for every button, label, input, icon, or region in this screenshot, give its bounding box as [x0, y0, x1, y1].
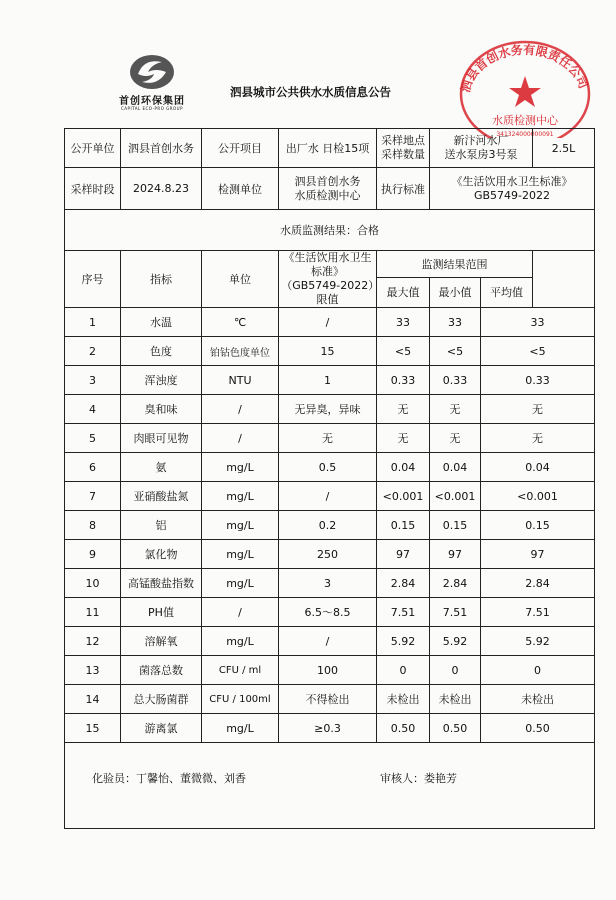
- cell-max: 0.04: [377, 453, 430, 482]
- head-indicator: 指标: [121, 251, 202, 308]
- cell-name: 溶解氧: [121, 627, 202, 656]
- cell-limit: 100: [279, 656, 377, 685]
- cell-no: 11: [65, 598, 121, 627]
- cell-min: <5: [430, 337, 481, 366]
- cell-name: 高锰酸盐指数: [121, 569, 202, 598]
- label-standard: 执行标准: [377, 168, 430, 210]
- cell-avg: 33: [481, 308, 595, 337]
- cell-avg: 7.51: [481, 598, 595, 627]
- cell-no: 2: [65, 337, 121, 366]
- seal-center-text: 水质检测中心: [492, 114, 558, 127]
- cell-name: 肉眼可见物: [121, 424, 202, 453]
- cell-max: 0.50: [377, 714, 430, 743]
- cell-limit: 15: [279, 337, 377, 366]
- head-min: 最小值: [430, 277, 481, 307]
- cell-no: 7: [65, 482, 121, 511]
- table-row: [65, 511, 595, 540]
- cell-avg: 0.33: [481, 366, 595, 395]
- cell-no: 3: [65, 366, 121, 395]
- cell-unit: 铂钴色度单位: [202, 337, 279, 366]
- cell-min: 33: [430, 308, 481, 337]
- cell-name: 铝: [121, 511, 202, 540]
- cell-max: 0.33: [377, 366, 430, 395]
- cell-avg: 5.92: [481, 627, 595, 656]
- cell-avg: 2.84: [481, 569, 595, 598]
- cell-max: 2.84: [377, 569, 430, 598]
- cell-name: 游离氯: [121, 714, 202, 743]
- seal-star-icon: [509, 76, 541, 107]
- cell-min: 0.33: [430, 366, 481, 395]
- quantity: 2.5L: [533, 129, 595, 168]
- head-avg: 平均值: [481, 277, 533, 307]
- cell-name: 菌落总数: [121, 656, 202, 685]
- company-logo: [112, 52, 192, 114]
- cell-avg: <0.001: [481, 482, 595, 511]
- sample-time: 2024.8.23: [121, 168, 202, 210]
- cell-avg: <5: [481, 337, 595, 366]
- cell-limit: 无异臭，异味: [279, 395, 377, 424]
- label-publisher: 公开单位: [65, 129, 121, 168]
- seal-serial: 341324000000091: [496, 131, 554, 138]
- cell-min: 2.84: [430, 569, 481, 598]
- logo-text: 首创环保集团: [119, 96, 185, 107]
- cell-avg: 0.04: [481, 453, 595, 482]
- cell-min: 7.51: [430, 598, 481, 627]
- inspectors: 化验员：丁馨怡、董微微、刘香: [92, 772, 246, 785]
- cell-limit: 无: [279, 424, 377, 453]
- cell-min: 0: [430, 656, 481, 685]
- cell-max: <5: [377, 337, 430, 366]
- cell-unit: /: [202, 395, 279, 424]
- cell-no: 6: [65, 453, 121, 482]
- cell-max: <0.001: [377, 482, 430, 511]
- cell-unit: mg/L: [202, 569, 279, 598]
- cell-unit: mg/L: [202, 627, 279, 656]
- label-location: 采样地点 采样数量: [377, 129, 430, 168]
- cell-name: 氨: [121, 453, 202, 482]
- cell-limit: /: [279, 482, 377, 511]
- logo-subtext: CAPITAL ECO-PRO GROUP: [121, 106, 183, 111]
- cell-avg: 97: [481, 540, 595, 569]
- table-row: [65, 714, 595, 743]
- cell-no: 1: [65, 308, 121, 337]
- cell-unit: mg/L: [202, 482, 279, 511]
- cell-max: 7.51: [377, 598, 430, 627]
- cell-no: 12: [65, 627, 121, 656]
- table-row: [65, 308, 595, 337]
- cell-avg: 0: [481, 656, 595, 685]
- cell-limit: /: [279, 627, 377, 656]
- cell-limit: 0.2: [279, 511, 377, 540]
- cell-min: 未检出: [430, 685, 481, 714]
- page-title: 泗县城市公共供水水质信息公告: [230, 85, 391, 99]
- cell-unit: mg/L: [202, 511, 279, 540]
- cell-limit: /: [279, 308, 377, 337]
- cell-avg: 无: [481, 395, 595, 424]
- cell-no: 15: [65, 714, 121, 743]
- result-header: 水质监测结果：合格: [65, 210, 595, 251]
- cell-limit: 250: [279, 540, 377, 569]
- cell-avg: 0.15: [481, 511, 595, 540]
- cell-min: 0.15: [430, 511, 481, 540]
- cell-unit: mg/L: [202, 453, 279, 482]
- test-unit: 泗县首创水务 水质检测中心: [279, 168, 377, 210]
- cell-unit: NTU: [202, 366, 279, 395]
- cell-limit: 不得检出: [279, 685, 377, 714]
- label-unit: 检测单位: [202, 168, 279, 210]
- publisher: 泗县首创水务: [121, 129, 202, 168]
- cell-max: 0: [377, 656, 430, 685]
- cell-name: PH值: [121, 598, 202, 627]
- reviewer: 审核人：娄艳芳: [380, 772, 457, 785]
- cell-avg: 0.50: [481, 714, 595, 743]
- cell-min: 无: [430, 395, 481, 424]
- table-row: [65, 569, 595, 598]
- cell-max: 无: [377, 395, 430, 424]
- cell-name: 水温: [121, 308, 202, 337]
- cell-max: 0.15: [377, 511, 430, 540]
- cell-min: 0.50: [430, 714, 481, 743]
- head-unit: 单位: [202, 251, 279, 308]
- location: 新汴河水厂 送水泵房3号泵: [430, 129, 533, 168]
- cell-no: 14: [65, 685, 121, 714]
- cell-unit: ℃: [202, 308, 279, 337]
- cell-name: 浑浊度: [121, 366, 202, 395]
- table-row: [65, 424, 595, 453]
- official-seal: [455, 38, 595, 138]
- cell-name: 亚硝酸盐氮: [121, 482, 202, 511]
- cell-unit: /: [202, 424, 279, 453]
- table-row: [65, 598, 595, 627]
- swirl-logo-icon: [126, 52, 178, 92]
- head-limit: 《生活饮用水卫生标准》 （GB5749-2022）限值: [279, 251, 377, 308]
- cell-name: 色度: [121, 337, 202, 366]
- cell-no: 13: [65, 656, 121, 685]
- cell-limit: 1: [279, 366, 377, 395]
- cell-min: 97: [430, 540, 481, 569]
- cell-limit: 3: [279, 569, 377, 598]
- cell-limit: 6.5～8.5: [279, 598, 377, 627]
- cell-limit: ≥0.3: [279, 714, 377, 743]
- table-row: [65, 685, 595, 714]
- cell-avg: 未检出: [481, 685, 595, 714]
- table-row: [65, 395, 595, 424]
- label-item: 公开项目: [202, 129, 279, 168]
- cell-no: 9: [65, 540, 121, 569]
- cell-max: 无: [377, 424, 430, 453]
- cell-unit: CFU / 100ml: [202, 685, 279, 714]
- table-row: [65, 656, 595, 685]
- table-row: [65, 540, 595, 569]
- head-no: 序号: [65, 251, 121, 308]
- item: 出厂水 日检15项: [279, 129, 377, 168]
- table-row: [65, 453, 595, 482]
- cell-name: 总大肠菌群: [121, 685, 202, 714]
- cell-max: 97: [377, 540, 430, 569]
- cell-min: <0.001: [430, 482, 481, 511]
- head-range: 监测结果范围: [377, 251, 533, 278]
- cell-no: 4: [65, 395, 121, 424]
- table-row: [65, 366, 595, 395]
- cell-no: 10: [65, 569, 121, 598]
- table-row: [65, 337, 595, 366]
- cell-no: 8: [65, 511, 121, 540]
- cell-unit: CFU / ml: [202, 656, 279, 685]
- cell-min: 5.92: [430, 627, 481, 656]
- cell-name: 臭和味: [121, 395, 202, 424]
- cell-min: 无: [430, 424, 481, 453]
- cell-max: 33: [377, 308, 430, 337]
- label-time: 采样时段: [65, 168, 121, 210]
- standard: 《生活饮用水卫生标准》 GB5749-2022: [430, 168, 595, 210]
- table-row: [65, 627, 595, 656]
- cell-unit: mg/L: [202, 714, 279, 743]
- cell-unit: /: [202, 598, 279, 627]
- cell-max: 5.92: [377, 627, 430, 656]
- head-max: 最大值: [377, 277, 430, 307]
- water-quality-table: [64, 128, 595, 829]
- cell-limit: 0.5: [279, 453, 377, 482]
- cell-min: 0.04: [430, 453, 481, 482]
- cell-avg: 无: [481, 424, 595, 453]
- cell-max: 未检出: [377, 685, 430, 714]
- table-row: [65, 482, 595, 511]
- cell-name: 氯化物: [121, 540, 202, 569]
- cell-unit: mg/L: [202, 540, 279, 569]
- seal-text: 泗县首创水务有限责任公司: [458, 42, 591, 95]
- cell-no: 5: [65, 424, 121, 453]
